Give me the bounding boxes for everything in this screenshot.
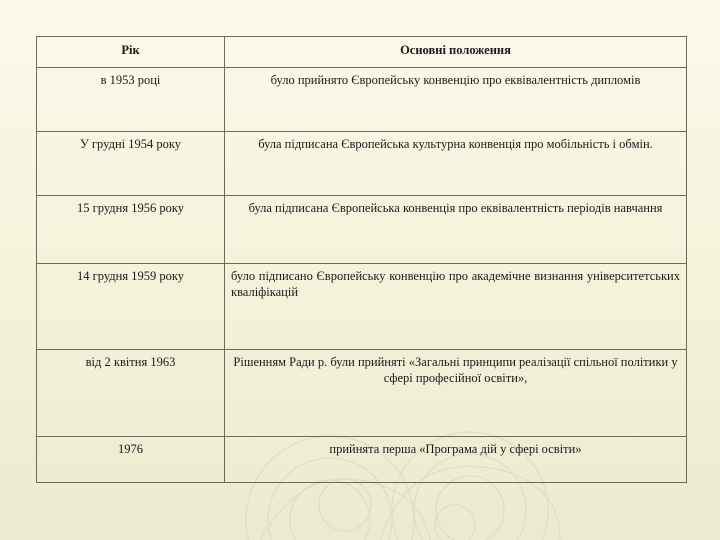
header-year: Рік (37, 37, 225, 68)
row-text: була підписана Європейська конвенція про еквівалентність періодів навчання (225, 196, 687, 264)
row-year: 1976 (37, 437, 225, 483)
table-row (37, 68, 687, 132)
row-text: була підписана Європейська культурна конвенція про мобільність і обмін. (225, 132, 687, 196)
table-header-row (37, 37, 687, 68)
row-year: 15 грудня 1956 року (37, 196, 225, 264)
table-row (37, 196, 687, 264)
conventions-table (36, 36, 687, 483)
row-year: в 1953 році (37, 68, 225, 132)
row-text: було підписано Європейську конвенцію про академічне визнання університетських кваліфікацій (225, 264, 687, 350)
header-main-provisions: Основні положення (225, 37, 687, 68)
row-text: Рішенням Ради р. були прийняті «Загальні принципи реалізації спільної політики у сфері професійної освіти», (225, 350, 687, 437)
table-row (37, 350, 687, 437)
row-year: від 2 квітня 1963 (37, 350, 225, 437)
table-row (37, 437, 687, 483)
row-text: було прийнято Європейську конвенцію про еквівалентність дипломів (225, 68, 687, 132)
table-row (37, 264, 687, 350)
row-year: У грудні 1954 року (37, 132, 225, 196)
row-year: 14 грудня 1959 року (37, 264, 225, 350)
table-row (37, 132, 687, 196)
row-text: прийнята перша «Програма дій у сфері освіти» (225, 437, 687, 483)
